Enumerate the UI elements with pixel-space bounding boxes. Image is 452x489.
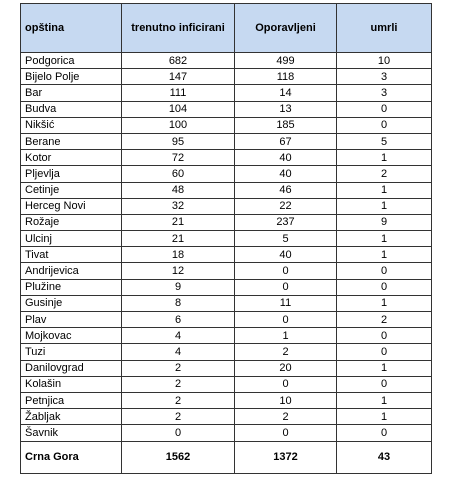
active-cell: 147 <box>122 69 235 85</box>
deaths-cell: 3 <box>337 69 432 85</box>
table-row <box>21 328 432 344</box>
deaths-cell: 0 <box>337 117 432 133</box>
table-row <box>21 312 432 328</box>
active-cell: 95 <box>122 133 235 149</box>
deaths-cell: 1 <box>337 295 432 311</box>
recovered-cell: 0 <box>235 263 337 279</box>
table-footer <box>21 441 432 473</box>
column-header-recovered: Oporavljeni <box>235 4 337 53</box>
municipality-cell: Šavnik <box>21 425 122 441</box>
active-cell: 111 <box>122 85 235 101</box>
active-cell: 2 <box>122 392 235 408</box>
recovered-cell: 67 <box>235 133 337 149</box>
table-body <box>21 53 432 442</box>
municipality-cell: Plav <box>21 312 122 328</box>
table-row <box>21 392 432 408</box>
municipality-cell: Andrijevica <box>21 263 122 279</box>
recovered-cell: 10 <box>235 392 337 408</box>
active-cell: 60 <box>122 166 235 182</box>
recovered-cell: 5 <box>235 231 337 247</box>
deaths-cell: 0 <box>337 425 432 441</box>
table-row <box>21 295 432 311</box>
table-row <box>21 69 432 85</box>
active-cell: 104 <box>122 101 235 117</box>
table-row <box>21 182 432 198</box>
column-header-deaths: umrli <box>337 4 432 53</box>
active-cell: 8 <box>122 295 235 311</box>
active-cell: 72 <box>122 150 235 166</box>
covid-municipality-table <box>20 3 432 474</box>
deaths-cell: 2 <box>337 166 432 182</box>
active-cell: 682 <box>122 53 235 69</box>
deaths-cell: 1 <box>337 182 432 198</box>
recovered-cell: 0 <box>235 425 337 441</box>
deaths-cell: 1 <box>337 409 432 425</box>
header-row <box>21 4 432 53</box>
active-cell: 0 <box>122 425 235 441</box>
active-cell: 2 <box>122 360 235 376</box>
recovered-cell: 11 <box>235 295 337 311</box>
municipality-cell: Cetinje <box>21 182 122 198</box>
recovered-cell: 22 <box>235 198 337 214</box>
active-cell: 4 <box>122 344 235 360</box>
municipality-cell: Budva <box>21 101 122 117</box>
municipality-cell: Pljevlja <box>21 166 122 182</box>
table-row <box>21 231 432 247</box>
deaths-cell: 5 <box>337 133 432 149</box>
municipality-cell: Bar <box>21 85 122 101</box>
table-row <box>21 279 432 295</box>
table-row <box>21 85 432 101</box>
table-row <box>21 150 432 166</box>
recovered-cell: 14 <box>235 85 337 101</box>
deaths-cell: 0 <box>337 101 432 117</box>
recovered-cell: 0 <box>235 376 337 392</box>
active-cell: 2 <box>122 409 235 425</box>
municipality-cell: Danilovgrad <box>21 360 122 376</box>
active-cell: 12 <box>122 263 235 279</box>
recovered-cell: 2 <box>235 344 337 360</box>
active-cell: 18 <box>122 247 235 263</box>
active-cell: 100 <box>122 117 235 133</box>
active-cell: 21 <box>122 231 235 247</box>
recovered-cell: 13 <box>235 101 337 117</box>
municipality-cell: Berane <box>21 133 122 149</box>
total-active-cell: 1562 <box>122 441 235 473</box>
municipality-cell: Herceg Novi <box>21 198 122 214</box>
column-header-active: trenutno inficirani <box>122 4 235 53</box>
deaths-cell: 1 <box>337 247 432 263</box>
active-cell: 9 <box>122 279 235 295</box>
table-container <box>20 3 431 474</box>
total-deaths-cell: 43 <box>337 441 432 473</box>
recovered-cell: 0 <box>235 279 337 295</box>
municipality-cell: Mojkovac <box>21 328 122 344</box>
recovered-cell: 46 <box>235 182 337 198</box>
deaths-cell: 0 <box>337 263 432 279</box>
table-row <box>21 133 432 149</box>
municipality-cell: Rožaje <box>21 214 122 230</box>
active-cell: 21 <box>122 214 235 230</box>
recovered-cell: 237 <box>235 214 337 230</box>
recovered-cell: 2 <box>235 409 337 425</box>
deaths-cell: 3 <box>337 85 432 101</box>
table-header <box>21 4 432 53</box>
municipality-cell: Ulcinj <box>21 231 122 247</box>
deaths-cell: 10 <box>337 53 432 69</box>
recovered-cell: 40 <box>235 247 337 263</box>
municipality-cell: Plužine <box>21 279 122 295</box>
municipality-cell: Kotor <box>21 150 122 166</box>
table-row <box>21 166 432 182</box>
table-row <box>21 409 432 425</box>
municipality-cell: Petnjica <box>21 392 122 408</box>
recovered-cell: 118 <box>235 69 337 85</box>
recovered-cell: 499 <box>235 53 337 69</box>
deaths-cell: 1 <box>337 150 432 166</box>
table-row <box>21 360 432 376</box>
active-cell: 6 <box>122 312 235 328</box>
municipality-cell: Nikšić <box>21 117 122 133</box>
municipality-cell: Podgorica <box>21 53 122 69</box>
municipality-cell: Tuzi <box>21 344 122 360</box>
active-cell: 32 <box>122 198 235 214</box>
deaths-cell: 1 <box>337 198 432 214</box>
recovered-cell: 20 <box>235 360 337 376</box>
table-row <box>21 247 432 263</box>
recovered-cell: 40 <box>235 150 337 166</box>
total-row <box>21 441 432 473</box>
municipality-cell: Bijelo Polje <box>21 69 122 85</box>
deaths-cell: 9 <box>337 214 432 230</box>
table-row <box>21 344 432 360</box>
deaths-cell: 0 <box>337 279 432 295</box>
recovered-cell: 185 <box>235 117 337 133</box>
table-row <box>21 198 432 214</box>
municipality-cell: Žabljak <box>21 409 122 425</box>
recovered-cell: 0 <box>235 312 337 328</box>
deaths-cell: 0 <box>337 328 432 344</box>
table-row <box>21 117 432 133</box>
active-cell: 2 <box>122 376 235 392</box>
deaths-cell: 2 <box>337 312 432 328</box>
table-row <box>21 263 432 279</box>
deaths-cell: 1 <box>337 392 432 408</box>
recovered-cell: 1 <box>235 328 337 344</box>
table-row <box>21 376 432 392</box>
active-cell: 4 <box>122 328 235 344</box>
deaths-cell: 1 <box>337 360 432 376</box>
recovered-cell: 40 <box>235 166 337 182</box>
table-row <box>21 53 432 69</box>
municipality-cell: Kolašin <box>21 376 122 392</box>
table-row <box>21 214 432 230</box>
deaths-cell: 1 <box>337 231 432 247</box>
municipality-cell: Tivat <box>21 247 122 263</box>
active-cell: 48 <box>122 182 235 198</box>
deaths-cell: 0 <box>337 376 432 392</box>
column-header-municipality: opština <box>21 4 122 53</box>
table-row <box>21 425 432 441</box>
total-name-cell: Crna Gora <box>21 441 122 473</box>
deaths-cell: 0 <box>337 344 432 360</box>
total-recovered-cell: 1372 <box>235 441 337 473</box>
municipality-cell: Gusinje <box>21 295 122 311</box>
table-row <box>21 101 432 117</box>
